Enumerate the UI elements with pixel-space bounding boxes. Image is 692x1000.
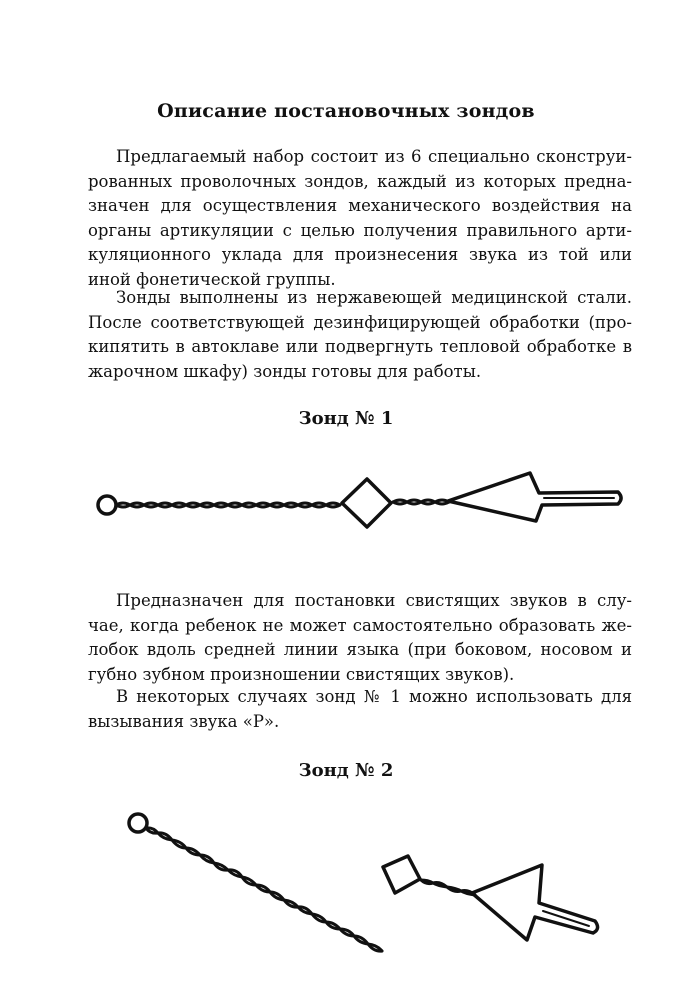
text-line: Зонды выполнены из нержавеющей медицинской стали. <box>116 288 632 307</box>
probe-1-paragraph-2 <box>88 685 632 734</box>
text-line: чае, когда ребенок не может самостоятельно образовать же- <box>88 615 632 635</box>
text-line: губно зубном произношении свистящих звуков). <box>88 664 515 684</box>
wire-probe-icon <box>90 465 630 535</box>
text-line: В некоторых случаях зонд № 1 можно использовать для <box>116 687 632 706</box>
probe-1-heading: Зонд № 1 <box>298 408 394 429</box>
text-line: органы артикуляции с целью получения правильного арти- <box>88 220 632 240</box>
text-line: лобок вдоль средней линии языка (при боковом, носовом и <box>88 640 632 659</box>
probe-1-illustration <box>90 465 630 535</box>
intro-paragraph-2 <box>88 286 632 384</box>
probe-2-illustration <box>115 805 615 995</box>
text-line: После соответствующей дезинфицирующей обработки (про- <box>88 312 632 332</box>
page-title: Описание постановочных зондов <box>157 100 535 122</box>
text-line: иной фонетической группы. <box>88 269 336 289</box>
text-line: Предлагаемый набор состоит из 6 специально сконструи- <box>116 147 632 166</box>
text-line: Предназначен для постановки свистящих звуков в слу- <box>116 591 632 610</box>
text-line: жарочном шкафу) зонды готовы для работы. <box>88 361 482 381</box>
text-line: вызывания звука «Р». <box>88 711 280 731</box>
text-line: значен для осуществления механического воздействия на <box>88 196 632 215</box>
text-line: рованных проволочных зондов, каждый из которых предна- <box>88 171 632 191</box>
wire-probe-angled-icon <box>115 805 615 995</box>
intro-paragraph-1 <box>88 145 632 292</box>
probe-1-paragraph-1 <box>88 589 632 687</box>
probe-2-heading: Зонд № 2 <box>298 760 394 781</box>
text-line: кипятить в автоклаве или подвергнуть тепловой обработке в <box>88 337 632 356</box>
text-line: куляционного уклада для произнесения звука из той или <box>88 245 632 264</box>
